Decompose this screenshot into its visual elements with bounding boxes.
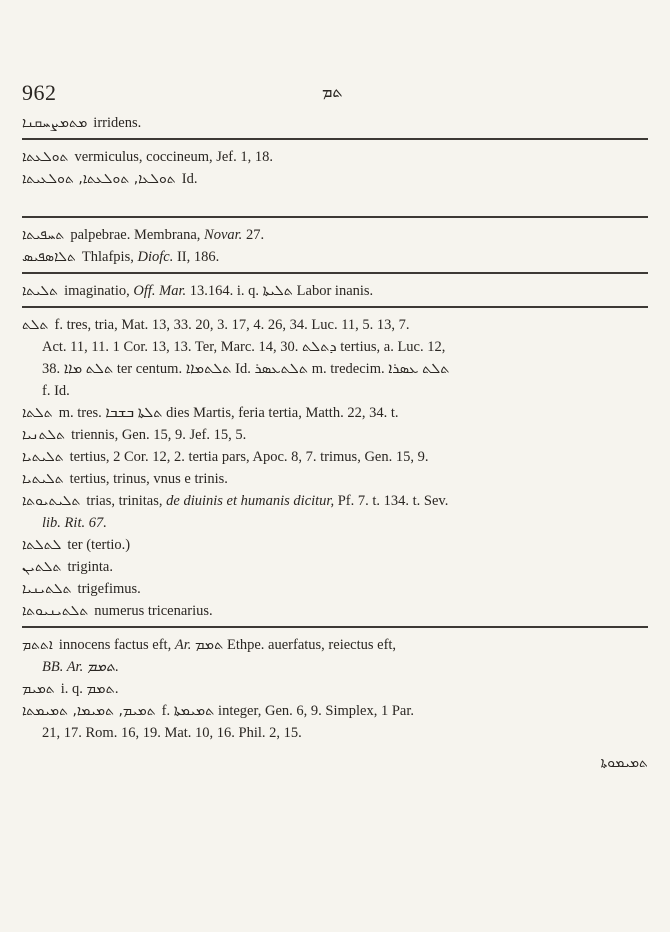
entry-continuation <box>22 336 648 358</box>
definition: BB. Ar. ܬܡܡ. <box>42 659 119 675</box>
entry-line <box>22 314 648 336</box>
reference-tail: 27. <box>242 227 265 243</box>
catchword <box>22 752 648 775</box>
syriac-headword: ܬܠܬܐ <box>22 405 53 421</box>
reference-tail: ܬܡܡ Ethpe. auerfatus, reiectus eft, <box>191 637 397 653</box>
reference-italic: Off. Mar. <box>133 283 187 299</box>
entry-line <box>22 700 648 722</box>
reference-italic: de diuinis et humanis dicitur, <box>166 493 335 509</box>
definition: tertius, 2 Cor. 12, 2. tertia pars, Apoc. 8, 7. trimus, Gen. 15, 9. <box>69 449 429 465</box>
entry-line <box>22 556 648 578</box>
entry-line <box>22 224 648 246</box>
definition: m. tres. ܬܠܬܐ ܒܫܒܐ dies Martis, feria tertia, Matth. 22, 34. t. <box>58 405 399 421</box>
definition: innocens factus eft, <box>58 637 175 653</box>
syriac-headword: ܬܠܬܝܢ <box>22 559 62 575</box>
entry-continuation <box>22 380 648 402</box>
syriac-headword: ܬܠܝܬܝܘܬܐ <box>22 493 81 509</box>
entry-line <box>22 280 648 302</box>
entry-line <box>22 146 648 168</box>
entry-line <box>22 112 648 134</box>
definition: triginta. <box>67 559 113 575</box>
syriac-headword: ܬܠܝܬܝܐ <box>22 471 64 487</box>
entry-line <box>22 168 648 190</box>
entry-line <box>22 468 648 490</box>
definition: 38. ܬܠܬ ܡܐܐ ter centum. ܬܠܬܡܐܐ Id. ܬܠܬܥܣܪ m. tredecim. ܬܠܬ ܥܣܪܐ <box>42 361 450 377</box>
syriac-headword: ܬܘܠܥܐ, ܬܘܠܥܬܐ, ܬܘܠܥܝܬܐ <box>22 171 176 187</box>
entry-line <box>22 678 648 700</box>
definition: numerus tricenarius. <box>94 603 213 619</box>
syriac-headword: ܬܚܦܝܬܐ <box>22 227 65 243</box>
catchword-text: ܬܡܝܡܘܬܐ <box>600 755 648 771</box>
definition: f. ܬܡܝܡܬܐ integer, Gen. 6, 9. Simplex, 1 Par. <box>161 703 414 719</box>
reference-italic: Ar. <box>174 637 192 653</box>
definition: ter (tertio.) <box>67 537 131 553</box>
definition: trigefimus. <box>77 581 141 597</box>
definition: i. q. ܬܡܡ. <box>60 681 119 697</box>
entry-line <box>22 534 648 556</box>
entry-line <box>22 246 648 268</box>
definition: Act. 11, 11. 1 Cor. 13, 13. Ter, Marc. 14, 30. ܕܬܠܬ tertius, a. Luc. 12, <box>42 339 446 355</box>
entry-continuation <box>22 722 648 744</box>
reference-italic: Novar. <box>204 227 243 243</box>
reference-tail: II, 186. <box>173 249 220 265</box>
reference-tail: 13.164. i. q. ܬܠܝܬܐ Labor inanis. <box>186 283 374 299</box>
definition: 21, 17. Rom. 16, 19. Mat. 10, 16. Phil. 2, 15. <box>42 725 302 741</box>
entry-line <box>22 600 648 622</box>
definition: Id. <box>181 171 198 187</box>
section-rule <box>22 216 648 218</box>
syriac-headword: ܬܠܬܝܢܝܘܬܐ <box>22 603 89 619</box>
entries-column <box>22 112 648 775</box>
syriac-headword: ܬܠܬܢܝܐ <box>22 427 66 443</box>
entry-line <box>22 634 648 656</box>
running-head: ܬܡ <box>322 84 343 101</box>
syriac-headword: ܬܠܐܣܦܝܣ <box>22 249 76 265</box>
syriac-headword: ܬܠܬ <box>22 317 49 333</box>
definition: vermiculus, coccineum, Jef. 1, 18. <box>74 149 274 165</box>
syriac-headword: ܐܬܬܡ <box>22 637 53 653</box>
syriac-headword: ܬܠܝܬܝܐ <box>22 449 64 465</box>
entry-line <box>22 578 648 600</box>
definition: palpebrae. Membrana, <box>70 227 205 243</box>
section-rule <box>22 138 648 140</box>
page-header <box>22 74 648 114</box>
syriac-headword: ܬܘܠܥܬܐ <box>22 149 69 165</box>
reference-tail: Pf. 7. t. 134. t. Sev. <box>334 493 449 509</box>
entry-line <box>22 402 648 424</box>
definition: irridens. <box>93 115 142 131</box>
definition: imaginatio, <box>64 283 134 299</box>
section-rule <box>22 272 648 274</box>
syriac-headword: ܡܬܡܨܚܩܢܐ <box>22 115 88 131</box>
definition: f. tres, tria, Mat. 13, 33. 20, 3. 17, 4. 26, 34. Luc. 11, 5. 13, 7. <box>54 317 410 333</box>
definition: lib. Rit. 67. <box>42 515 107 531</box>
section-rule <box>22 306 648 308</box>
entry-continuation <box>22 358 648 380</box>
section-rule <box>22 626 648 628</box>
definition: triennis, Gen. 15, 9. Jef. 15, 5. <box>71 427 247 443</box>
syriac-headword: ܬܡܝܡ <box>22 681 55 697</box>
entry-line <box>22 424 648 446</box>
definition: f. Id. <box>42 383 70 399</box>
syriac-headword: ܬܠܝܬܐ <box>22 283 59 299</box>
reference-italic: Diofc. <box>137 249 174 265</box>
entry-line <box>22 446 648 468</box>
entry-continuation <box>22 512 648 534</box>
definition: tertius, trinus, vnus e trinis. <box>69 471 228 487</box>
entry-line <box>22 490 648 512</box>
syriac-headword: ܬܠܬܝܢܝܐ <box>22 581 72 597</box>
definition: Thlafpis, <box>81 249 138 265</box>
page-number: 962 <box>22 80 57 105</box>
syriac-headword: ܬܡܝܡ, ܬܡܝܡܐ, ܬܡܝܡܬܐ <box>22 703 156 719</box>
syriac-headword: ܠܬܠܬܐ <box>22 537 62 553</box>
entry-continuation <box>22 656 648 678</box>
definition: trias, trinitas, <box>86 493 167 509</box>
